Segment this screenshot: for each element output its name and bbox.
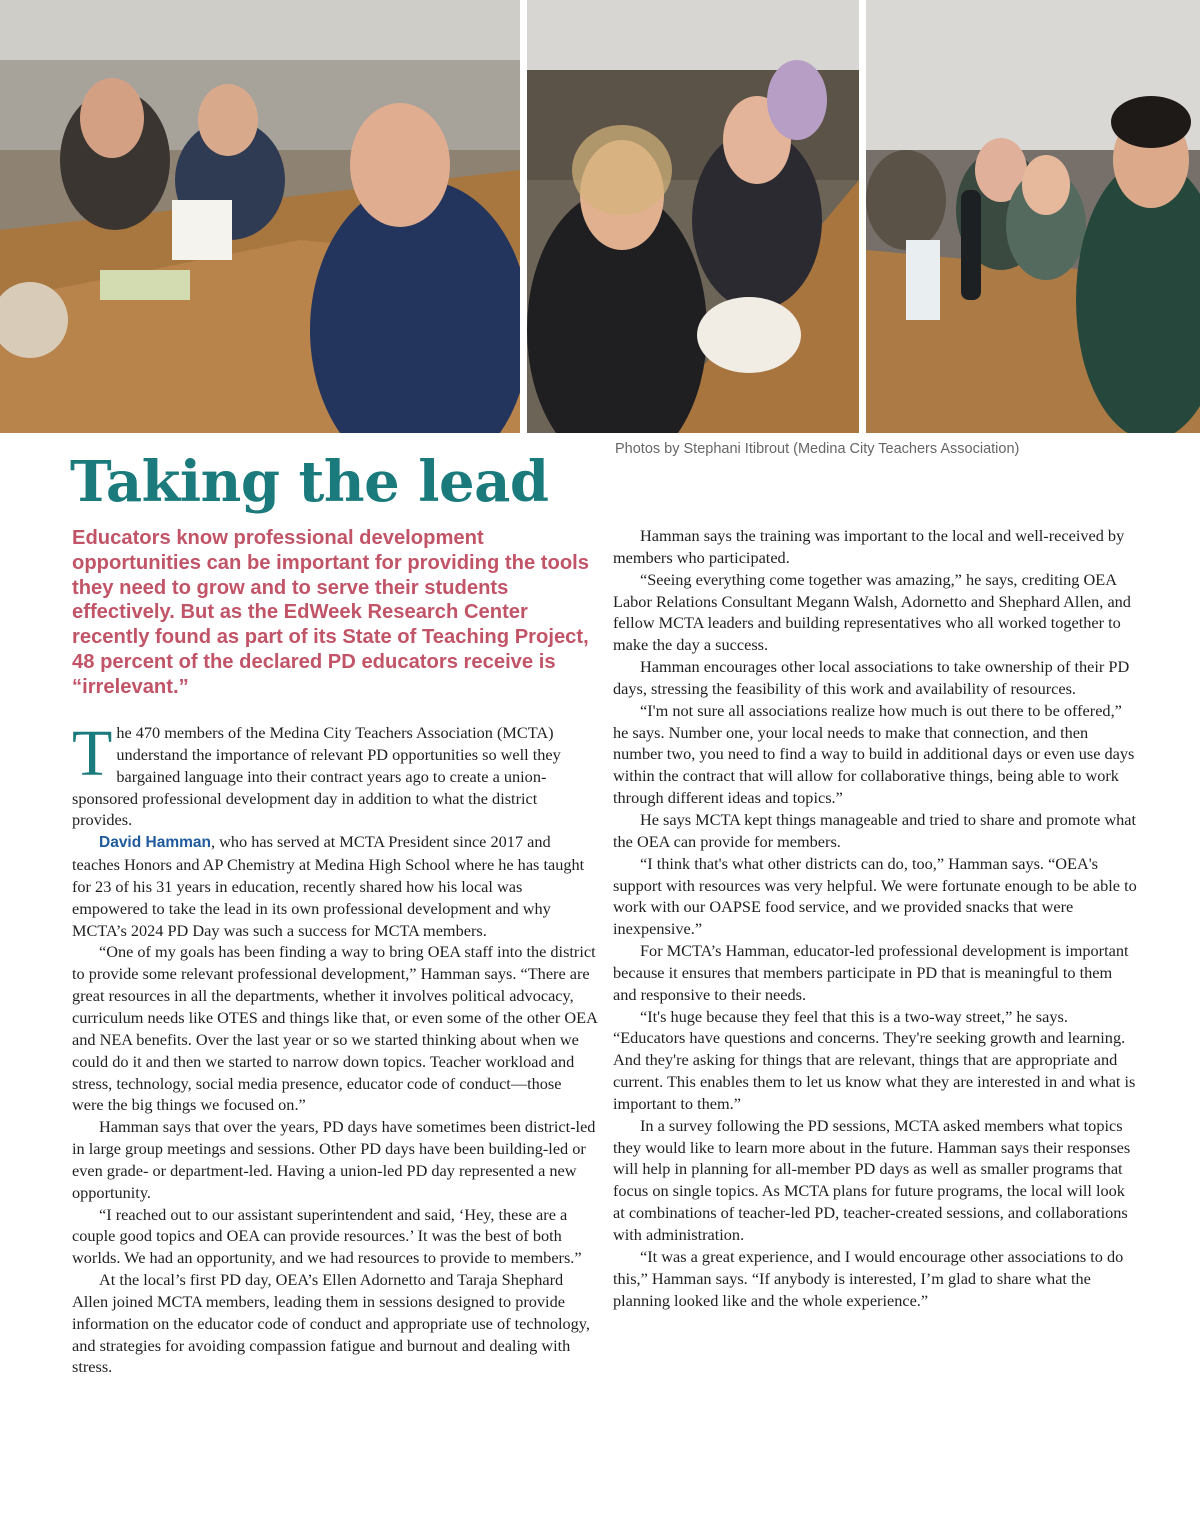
drop-cap: T	[72, 717, 113, 790]
body-paragraph	[72, 831, 597, 941]
body-paragraph: Hamman says the training was important to the local and well-received by members who participated.	[613, 526, 1125, 567]
name-highlight: David Hamman	[99, 834, 211, 852]
opening-paragraph-text: he 470 members of the Medina City Teachers Association (MCTA) understand the importance of relevant PD opportunities so well they bargained language into their contract years ago to create a union-sponsored professional development day in addition to what the district provides.	[72, 723, 561, 830]
body-paragraph-text: , who has served at MCTA President since 2017 and teaches Honors and AP Chemistry at Medina High School where he has taught for 23 of his 31 years in education, recently shared how his local was empowered to take the lead in its own professional development and why MCTA’s 2024 PD Day was such a success for MCTA members.	[72, 832, 585, 940]
body-paragraph: “It's huge because they feel that this is a two-way street,” he says. “Educators have questions and concerns. They're seeking growth and learning. And they're asking for things that are relevant, things that are appropriate and current. This enables them to let us know what they are interested in and what is important to them.”	[613, 1006, 1136, 1113]
body-paragraph: “I'm not sure all associations realize how much is out there to be offered,” he says. Number one, your local needs to make that connection, and then number two, you need to find a way to build in additional days or even use days within the contract that will allow for collaborative things, being able to work through different ideas and topics.”	[613, 700, 1135, 808]
body-paragraph: In a survey following the PD sessions, MCTA asked members what topics they would like to learn more about in the future. Hamman says their responses will help in planning for all-member PD days as well as smaller programs that focus on single topics. As MCTA plans for future programs, the local will look at combinations of teacher-led PD, teacher-created sessions, and collaborations with administration.	[613, 1115, 1131, 1244]
photo-educators-middle	[527, 0, 859, 433]
body-paragraph: He says MCTA kept things manageable and tried to share and promote what the OEA can provide for members.	[613, 809, 1137, 851]
photo-educators-left	[0, 0, 520, 433]
body-paragraph: At the local’s first PD day, OEA’s Ellen Adornetto and Taraja Shephard Allen joined MCTA members, leading them in sessions designed to provide information on the educator code of conduct and appropriate use of technology, and strategies for avoiding compassion fatigue and burnout and dealing with stress.	[72, 1270, 590, 1377]
body-paragraph: “One of my goals has been finding a way to bring OEA staff into the district to provide some relevant professional development,” Hamman says. “There are great resources in all the departments, whether it involves political advocacy, curriculum needs like OTES and things like that, or even some of the other OEA and NEA benefits. Over the last year or so we started thinking about when we could do it and then we started to narrow down topics. Teacher workload and stress, technology, social media presence, educator code of conduct—those were the big things we focused on.”	[72, 942, 597, 1115]
opening-paragraph	[72, 717, 597, 831]
body-paragraph: For MCTA’s Hamman, educator-led professional development is important because it ensures that members participate in PD that is meaningful to them and responsive to their needs.	[613, 941, 1129, 1004]
body-paragraph: “I think that's what other districts can do, too,” Hamman says. “OEA's support with resources was very helpful. We were fortunate enough to be able to work with our OAPSE food service, and we provided snacks that were inexpensive.”	[613, 853, 1137, 939]
body-paragraph: Hamman says that over the years, PD days have sometimes been district-led in large group meetings and sessions. Other PD days have been building-led or even grade- or department-led. Having a union-led PD day represented a new opportunity.	[72, 1117, 596, 1202]
article-column-right	[613, 525, 1139, 1311]
photo-credit: Photos by Stephani Itibrout (Medina City Teachers Association)	[615, 441, 1020, 457]
body-paragraph: “I reached out to our assistant superintendent and said, ‘Hey, these are a couple good topics and OEA can provide resources.’ It was the best of both worlds. We had an opportunity, and we had resources to provide to members.”	[72, 1204, 582, 1268]
body-paragraph: “It was a great experience, and I would encourage other associations to do this,” Hamman says. “If anybody is interested, I’m glad to share what the planning looked like and the whole experience.”	[613, 1246, 1124, 1310]
deck-subheading: Educators know professional development opportunities can be important for providing the tools they need to grow and to serve their students effectively. But as the EdWeek Research Center recently found as part of its State of Teaching Project, 48 percent of the declared PD educators receive is “irrelevant.”	[72, 527, 590, 698]
headline: Taking the lead	[70, 449, 549, 515]
photo-strip	[0, 0, 1200, 433]
body-paragraph: Hamman encourages other local associations to take ownership of their PD days, stressing the feasibility of this work and availability of resources.	[613, 657, 1130, 698]
body-paragraph: “Seeing everything come together was amazing,” he says, crediting OEA Labor Relations Consultant Megann Walsh, Adornetto and Shephard Allen, and fellow MCTA leaders and building representatives who all worked together to make the day a success.	[613, 569, 1131, 655]
photo-educators-right	[866, 0, 1200, 433]
article-column-left	[72, 717, 597, 1378]
